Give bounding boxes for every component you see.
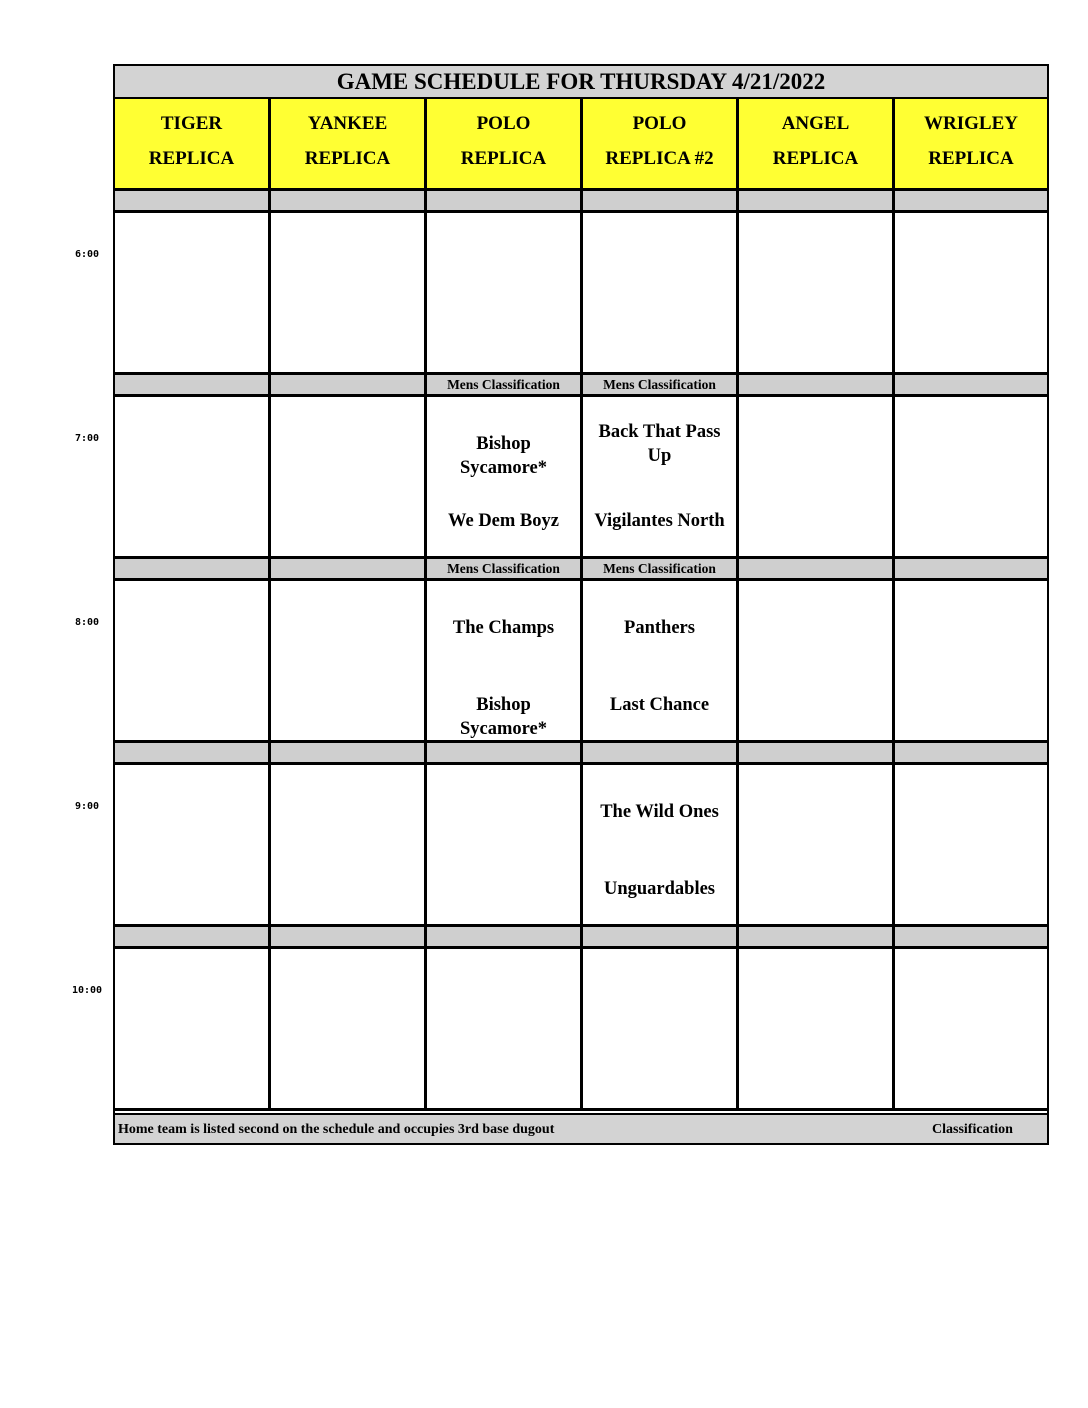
time-label: 8:00 xyxy=(74,617,100,628)
field-header xyxy=(271,99,427,191)
game-cell xyxy=(271,949,427,1111)
classification-bar xyxy=(895,191,1047,213)
away-team: Bishop Sycamore* xyxy=(460,434,547,478)
field-subtitle: REPLICA xyxy=(772,148,859,169)
classification-bar xyxy=(895,743,1047,765)
game-cell xyxy=(739,213,895,375)
field-subtitle: REPLICA #2 xyxy=(605,148,714,169)
schedule-footer xyxy=(115,1113,1047,1143)
home-team: We Dem Boyz xyxy=(448,511,559,531)
game-cell xyxy=(271,213,427,375)
classification-bar xyxy=(271,927,427,949)
classification-bar xyxy=(271,743,427,765)
game-cell xyxy=(739,765,895,927)
game-cell xyxy=(895,765,1047,927)
classification-bar xyxy=(739,375,895,397)
game-cell xyxy=(271,765,427,927)
field-name: POLO xyxy=(632,113,687,134)
classification-bar xyxy=(739,743,895,765)
home-team: Bishop Sycamore* xyxy=(460,695,547,739)
classification-bar xyxy=(271,191,427,213)
home-team: Vigilantes North xyxy=(594,511,725,531)
classification-bar xyxy=(427,743,583,765)
game-cell xyxy=(739,949,895,1111)
home-team: Last Chance xyxy=(609,695,710,715)
schedule-table xyxy=(113,64,1049,1145)
game-cell xyxy=(739,581,895,743)
field-header xyxy=(895,99,1047,191)
game-cell xyxy=(427,581,583,743)
field-subtitle: REPLICA xyxy=(148,148,235,169)
game-cell xyxy=(271,581,427,743)
field-subtitle: REPLICA xyxy=(928,148,1014,169)
game-cell xyxy=(583,949,739,1111)
classification-label: Classification xyxy=(932,1122,1013,1137)
game-cell xyxy=(583,397,739,559)
classification-bar xyxy=(271,559,427,581)
game-cell xyxy=(115,397,271,559)
field-name: POLO xyxy=(476,113,531,134)
classification-bar xyxy=(271,375,427,397)
classification-bar: Mens Classification xyxy=(427,559,583,581)
home-team-note: Home team is listed second on the schedule and occupies 3rd base dugout xyxy=(118,1122,555,1137)
classification-bar xyxy=(115,559,271,581)
classification-bar xyxy=(895,375,1047,397)
time-label: 10:00 xyxy=(71,985,103,996)
classification-bar xyxy=(427,927,583,949)
classification-bar xyxy=(115,375,271,397)
game-cell xyxy=(115,765,271,927)
classification-bar xyxy=(739,191,895,213)
classification-bar xyxy=(583,927,739,949)
game-cell xyxy=(427,949,583,1111)
classification-bar xyxy=(895,927,1047,949)
classification-bar: Mens Classification xyxy=(583,375,739,397)
game-cell xyxy=(115,949,271,1111)
classification-bar xyxy=(583,743,739,765)
away-team: Panthers xyxy=(624,618,695,638)
classification-bar: Mens Classification xyxy=(583,559,739,581)
game-cell xyxy=(583,765,739,927)
game-cell xyxy=(427,397,583,559)
classification-bar xyxy=(739,559,895,581)
field-name: YANKEE xyxy=(307,113,388,134)
game-cell xyxy=(427,765,583,927)
home-team: Unguardables xyxy=(603,879,716,899)
game-cell xyxy=(895,949,1047,1111)
field-header xyxy=(115,99,271,191)
field-name: ANGEL xyxy=(781,113,850,134)
classification-bar xyxy=(583,191,739,213)
game-cell xyxy=(739,397,895,559)
game-cell xyxy=(271,397,427,559)
game-cell xyxy=(895,397,1047,559)
field-header xyxy=(739,99,895,191)
away-team: The Champs xyxy=(452,618,555,638)
classification-bar xyxy=(115,191,271,213)
time-label: 9:00 xyxy=(74,801,100,812)
game-cell xyxy=(427,213,583,375)
classification-bar xyxy=(427,191,583,213)
time-label: 7:00 xyxy=(74,433,100,444)
schedule-title: GAME SCHEDULE FOR THURSDAY 4/21/2022 xyxy=(115,66,1047,99)
classification-bar: Mens Classification xyxy=(427,375,583,397)
game-cell xyxy=(115,213,271,375)
game-cell xyxy=(115,581,271,743)
game-cell xyxy=(583,581,739,743)
game-cell xyxy=(895,581,1047,743)
classification-bar xyxy=(115,743,271,765)
field-header xyxy=(427,99,583,191)
game-cell xyxy=(583,213,739,375)
field-subtitle: REPLICA xyxy=(304,148,391,169)
field-subtitle: REPLICA xyxy=(460,148,547,169)
classification-bar xyxy=(115,927,271,949)
classification-bar xyxy=(739,927,895,949)
field-name: TIGER xyxy=(160,113,223,134)
field-name: WRIGLEY xyxy=(924,113,1018,134)
field-header xyxy=(583,99,739,191)
classification-bar xyxy=(895,559,1047,581)
time-label: 6:00 xyxy=(74,249,100,260)
away-team: Back That Pass Up xyxy=(598,422,721,466)
away-team: The Wild Ones xyxy=(600,802,719,822)
game-cell xyxy=(895,213,1047,375)
